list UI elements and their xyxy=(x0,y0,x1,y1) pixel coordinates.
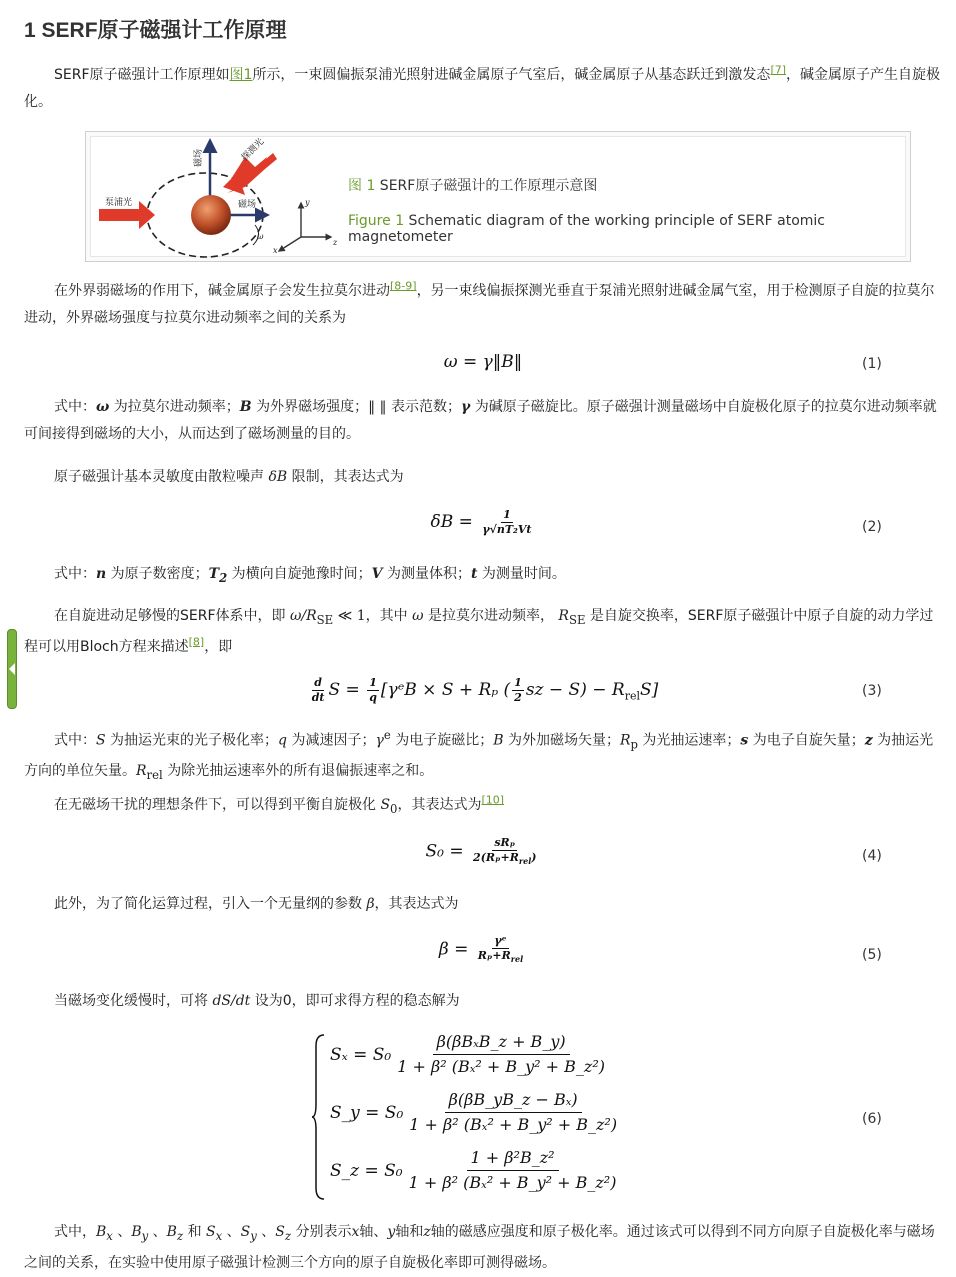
equation-2-fraction: $\frac{1}{\text{γ√nT₂Vt}}$ xyxy=(482,508,532,536)
paragraph-8: 在无磁场干扰的理想条件下，可以得到平衡自旋极化 $S_0$，其表达式为[10] xyxy=(54,793,505,816)
equation-1: ω = γ‖B‖ xyxy=(443,352,523,372)
pump-label: 泵浦光 xyxy=(105,198,133,208)
field-label-side: 磁场 xyxy=(238,200,257,210)
probe-label: 探测光 xyxy=(240,137,267,164)
omega-label: ω xyxy=(257,232,264,241)
reference-8-9-link[interactable]: [8-9] xyxy=(390,279,417,293)
paragraph-10: 当磁场变化缓慢时，可将 dS/dt 设为0，即可求得方程的稳态解为 xyxy=(54,993,460,1009)
paragraph-6: 在自旋进动足够慢的SERF体系中，即 $\omega/R_{SE}$ ≪ 1，其中 ω 是拉莫尔进动频率， $R_{SE}$ 是自旋交换率，SERF原子磁强计中原子自旋的动力学过程可以用Bloch方程来描述[8]，即 xyxy=(24,608,934,655)
alkali-atom-sphere xyxy=(191,195,231,235)
equation-6-row-z: S_z = S₀ $\frac{\text{1 + β²B\_z²}}{\text{1 + β² (Bₓ² + B\_y² + B\_z²)}}$ xyxy=(330,1148,617,1192)
figure-1 xyxy=(85,131,911,262)
paragraph-11: 式中，$B_x$ 、$B_y$ 、$B_z$ 和 $S_x$ 、$S_y$ 、$S_z$ 分别表示x轴、y轴和z轴的磁感应强度和原子极化率。通过该式可以得到不同方向原子自旋极化率与磁场之间的关系，在实验中使用原子磁强计检测三个方向的原子自旋极化率即可测得磁场。 xyxy=(24,1224,935,1271)
equation-3-number: (3) xyxy=(862,683,882,699)
paragraph-7: 式中：S 为抽运光束的光子极化率；q 为减速因子；$\gamma^e$ 为电子旋磁比；B 为外加磁场矢量；$R_p$ 为光抽运速率；s 为电子自旋矢量；z 为抽运光方向的单位矢量。$R_{rel}$ 为除光抽运速率外的所有退偏振速率之和。 xyxy=(24,728,934,783)
equation-6 xyxy=(312,1030,618,1205)
equation-3: $\frac{d}{dt}$ S = $\frac{1}{q}$ [γᵉB × S + Rₚ ( $\frac{1}{2}$ sz − $S) - R_{rel}S$] xyxy=(311,676,659,704)
side-collapse-tab[interactable] xyxy=(7,629,17,709)
figure-1-frame xyxy=(90,136,906,257)
paragraph-3: 式中：ω 为拉莫尔进动频率；B 为外界磁场强度；‖ ‖ 表示范数；γ 为碱原子磁旋比。原子磁强计测量磁场中自旋极化原子的拉莫尔进动频率就可间接得到磁场的大小，从而达到了磁场测量的目的。 xyxy=(24,399,937,442)
equation-5: β = $\frac{\text{γᵉ}}{R_p+R_{rel}}$ xyxy=(438,934,524,965)
paragraph-1: SERF原子磁强计工作原理如图1所示，一束圆偏振泵浦光照射进碱金属原子气室后，碱金属原子从基态跃迁到激发态[7]，碱金属原子产生自旋极化。 xyxy=(24,63,941,110)
axis-z-label: z xyxy=(333,238,338,247)
field-label-up: 磁场 xyxy=(194,148,204,167)
paragraph-4: 原子磁强计基本灵敏度由散粒噪声 δB 限制，其表达式为 xyxy=(54,469,404,485)
equation-5-number: (5) xyxy=(862,947,882,963)
paragraph-9: 此外，为了简化运算过程，引入一个无量纲的参数 β，其表达式为 xyxy=(54,896,459,912)
reference-10-link[interactable]: [10] xyxy=(481,793,505,807)
section-title: 1 SERF原子磁强计工作原理 xyxy=(24,19,287,42)
probe-light-arrow xyxy=(223,157,267,195)
equation-4-number: (4) xyxy=(862,848,882,864)
equation-6-row-y: S_y = S₀ $\frac{\text{β(βB\_yB\_z − Bₓ)}}{\text{1 + β² (Bₓ² + B\_y² + B\_z²)}}$ xyxy=(330,1090,618,1134)
equation-2: δB = $\frac{1}{\text{γ√nT₂Vt}}$ xyxy=(430,508,532,536)
figure-caption-cn: 图 1 SERF原子磁强计的工作原理示意图 xyxy=(348,178,598,194)
equation-4: S₀ = $\frac{\text{sRₚ}}{2(R_p+R_{rel})}$ xyxy=(425,836,537,867)
equation-6-number: (6) xyxy=(862,1111,882,1127)
axis-x xyxy=(279,237,301,251)
figure-caption-en: Figure 1 Schematic diagram of the working principle of SERF atomic magnetometer xyxy=(348,213,825,245)
equation-6-brace xyxy=(312,1034,326,1200)
figure-1-diagram xyxy=(95,137,345,258)
figure-1-link[interactable]: 图1 xyxy=(229,67,253,83)
equation-6-row-x: Sₓ = S₀ $\frac{\text{β(βBₓB\_z + B\_y)}}{\text{1 + β² (Bₓ² + B\_y² + B\_z²)}}$ xyxy=(330,1032,606,1076)
reference-7-link[interactable]: [7] xyxy=(770,63,787,77)
equation-1-number: (1) xyxy=(862,356,882,372)
equation-2-number: (2) xyxy=(862,519,882,535)
axis-x-label: x xyxy=(273,246,278,255)
paragraph-5: 式中：n 为原子数密度；$T_2$ 为横向自旋弛豫时间；V 为测量体积；t 为测量时间。 xyxy=(54,566,566,585)
reference-8-link[interactable]: [8] xyxy=(188,635,205,649)
paragraph-2: 在外界弱磁场的作用下，碱金属原子会发生拉莫尔进动[8-9]，另一束线偏振探测光垂直于泵浦光照射进碱金属气室，用于检测原子自旋的拉莫尔进动，外界磁场强度与拉莫尔进动频率之间的关系为 xyxy=(24,279,935,326)
axis-y-label: y xyxy=(305,198,310,207)
